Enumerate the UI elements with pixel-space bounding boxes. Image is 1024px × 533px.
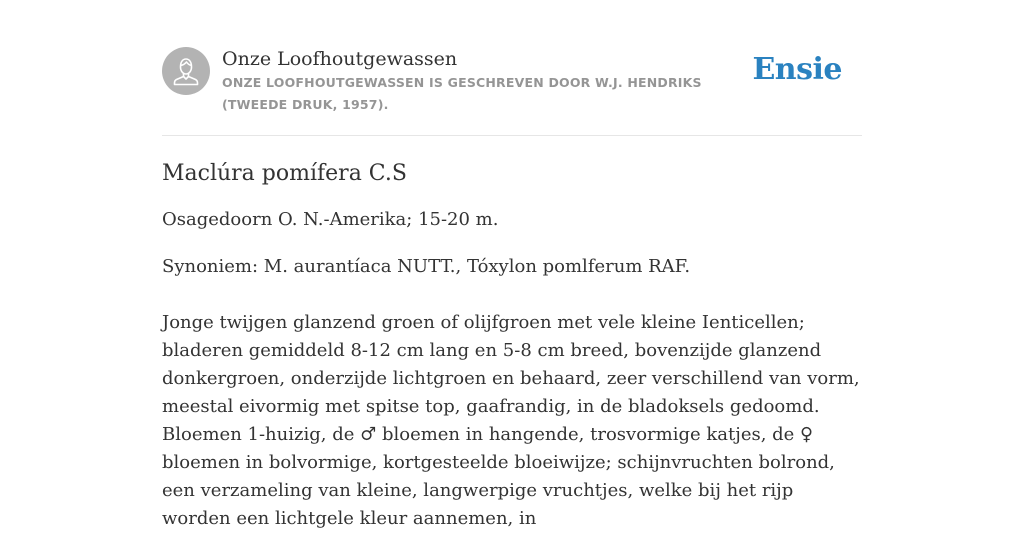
entry-description: Jonge twijgen glanzend groen of olijfgroen met vele kleine Ienticellen; bladeren gemiddeld 8-12 cm lang en 5-8 cm breed, bovenzijde glanzend donkergroen, onderzijde lichtgroen en behaard, zeer verschillend van vorm, meestal eivormig met spitse top, gaafrandig, in de bladoksels gedoomd. Bloemen 1-huizig, de ♂ bloemen in hangende, trosvormige katjes, de ♀ bloemen in bolvormige, kortgesteelde bloeiwijze; schijnvruchten bolrond, een verzameling van kleine, langwerpige vruchtjes, welke bij het rijp worden een lichtgele kleur aannemen, in [162,312,860,529]
book-title[interactable]: Onze Loofhoutgewassen [222,48,458,70]
entry-title: Maclúra pomífera C.S [162,161,407,186]
avatar [162,47,210,95]
book-subtitle: ONZE LOOFHOUTGEWASSEN IS GESCHREVEN DOOR W.J. HENDRIKS (TWEEDE DRUK, 1957). [222,75,702,112]
ensie-logo-link[interactable]: Ensie [752,52,842,87]
entry-synonyms: Synoniem: M. aurantíaca NUTT., Tóxylon pomlferum RAF. [162,256,691,277]
entry-content [162,156,862,533]
entry-common-name: Osagedoorn O. N.-Amerika; 15-20 m. [162,209,499,230]
user-silhouette-icon [162,47,210,95]
book-header [162,46,862,136]
